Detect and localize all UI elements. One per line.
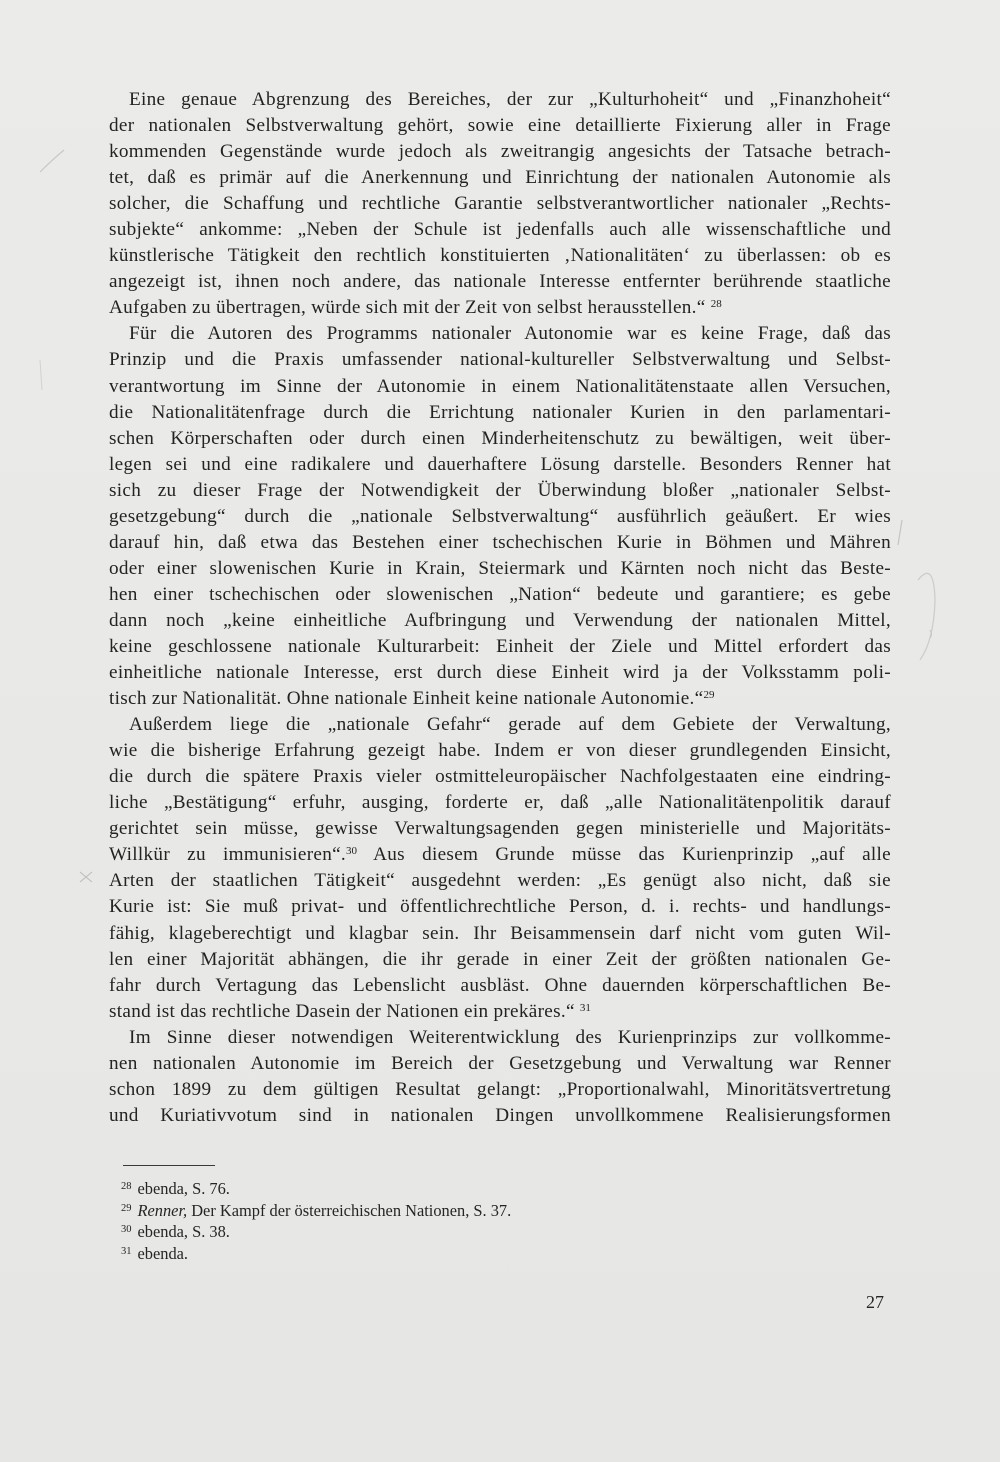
pencil-stroke <box>40 360 42 390</box>
footnote-reference[interactable]: 30 <box>346 845 358 858</box>
text-line: Eine genaue Abgrenzung des Bereiches, der zur „Kulturhoheit“ und „Finanzhoheit“ <box>129 89 891 110</box>
text-line: wie die bisherige Erfahrung gezeigt habe. Indem er von dieser grundlegenden Einsicht, <box>109 740 891 762</box>
text-line: kommenden Gegenstände wurde jedoch als zweitrangig angesichts der Tatsache betrach- <box>109 141 891 163</box>
text-line: Kurie ist: Sie muß privat- und öffentlichrechtliche Person, d. i. rechts- und handlungs- <box>109 896 891 918</box>
footnote-author: Renner, <box>137 1200 188 1220</box>
paragraph-1 <box>109 87 891 321</box>
text-line: einheitliche nationale Interesse, erst durch diese Einheit wird ja der Volksstamm poli- <box>109 662 891 684</box>
pencil-stroke <box>930 630 932 638</box>
footnotes <box>121 1178 821 1264</box>
text-line: fahr durch Vertagung das Lebenslicht ausbläst. Ohne dauernden körperschaftlichen Be- <box>109 974 891 996</box>
page-number: 27 <box>866 1292 884 1312</box>
text-line <box>109 295 891 321</box>
pencil-cross-mark <box>80 872 92 882</box>
footnote-separator <box>123 1165 215 1166</box>
text-line-continuation: Aus diesem Grunde müsse das Kurienprinzip „auf alle <box>373 844 891 866</box>
text-line: schon 1899 zu dem gültigen Resultat gelangt: „Proportionalwahl, Minoritätsvertretung <box>109 1078 891 1100</box>
footnote-number: 31 <box>121 1245 132 1257</box>
footnote-28 <box>121 1178 821 1200</box>
text-line-content: stand ist das rechtliche Dasein der Nationen ein prekäres.“ <box>109 1000 575 1022</box>
text-line: Im Sinne dieser notwendigen Weiterentwicklung des Kurienprinzips zur vollkomme- <box>129 1026 891 1048</box>
footnote-text: ebenda. <box>137 1243 189 1263</box>
text-line: und Kuriativvotum sind in nationalen Dingen unvollkommene Realisierungsformen <box>109 1104 891 1126</box>
text-line: keine geschlossene nationale Kulturarbeit: Einheit der Ziele und Mittel erfordert das <box>109 635 891 657</box>
paragraph-3 <box>109 712 891 1025</box>
text-line: liche „Bestätigung“ erfuhr, ausging, forderte er, daß „alle Nationalitätenpolitik darauf <box>109 792 891 814</box>
text-line: fähig, klageberechtigt und klagbar sein. Ihr Beisammensein darf nicht vom guten Wil- <box>109 922 891 944</box>
text-line: verantwortung im Sinne der Autonomie in einem Nationalitätenstaate allen Versuchen, <box>109 375 891 397</box>
text-line: gesetzgebung“ durch die „nationale Selbstverwaltung“ ausführlich geäußert. Er wies <box>109 505 891 527</box>
text-line: angezeigt ist, ihnen noch andere, das nationale Interesse entfernter berührende staatliche <box>109 271 891 293</box>
text-line: Für die Autoren des Programms nationaler Autonomie war es keine Frage, daß das <box>129 323 891 345</box>
footnote-reference[interactable]: 31 <box>579 1001 591 1014</box>
text-line: künstlerische Tätigkeit den rechtlich konstituierten ‚Nationalitäten‘ zu überlassen: ob es <box>109 245 891 267</box>
footnote-31 <box>121 1243 821 1265</box>
pencil-stroke <box>40 150 64 172</box>
text-line: der nationalen Selbstverwaltung gehört, sowie eine detaillierte Fixierung aller in Frage <box>109 115 891 137</box>
text-line <box>109 686 891 712</box>
text-line: solcher, die Schaffung und rechtliche Garantie selbstverantwortlicher nationaler „Rechts- <box>109 193 891 215</box>
text-line <box>109 999 891 1025</box>
text-line: subjekte“ ankomme: „Neben der Schule ist jedenfalls auch alle wissenschaftliche und <box>109 219 891 241</box>
text-line <box>109 842 891 868</box>
text-line: Prinzip und die Praxis umfassender national-kultureller Selbstverwaltung und Selbst- <box>109 349 891 371</box>
paragraph-4 <box>109 1025 891 1129</box>
text-line: nen nationalen Autonomie im Bereich der Gesetzgebung und Verwaltung war Renner <box>109 1052 891 1074</box>
text-line: legen sei und eine radikalere und dauerhaftere Lösung darstelle. Besonders Renner hat <box>109 453 891 475</box>
text-line: hen einer tschechischen oder slowenischen „Nation“ bedeute und garantiere; es gebe <box>109 583 891 605</box>
paragraph-2 <box>109 321 891 712</box>
text-line: gerichtet sein müsse, gewisse Verwaltungsagenden gegen ministerielle und Majoritäts- <box>109 818 891 840</box>
pencil-stroke <box>918 573 935 660</box>
text-line: dann noch „keine einheitliche Aufbringung und Verwendung der nationalen Mittel, <box>109 609 891 631</box>
footnote-number: 30 <box>121 1224 132 1235</box>
text-line: die Nationalitätenfrage durch die Errichtung nationaler Kurien in den parlamentari- <box>109 401 891 423</box>
text-line: len einer Majorität abhängen, die ihr gerade in einer Zeit der größten nationalen Ge- <box>109 948 891 970</box>
footnote-text: Der Kampf der österreichischen Nationen, S. 37. <box>187 1200 512 1220</box>
footnote-reference[interactable]: 28 <box>710 298 722 311</box>
text-line: schen Körperschaften oder durch einen Minderheitenschutz zu bewältigen, weit über- <box>109 427 891 449</box>
text-line: die durch die spätere Praxis vieler ostmitteleuropäischer Nachfolgestaaten eine eindring- <box>109 766 891 788</box>
text-line: Arten der staatlichen Tätigkeit“ ausgedehnt werden: „Es genügt also nicht, daß sie <box>109 870 891 892</box>
text-line-content: Aufgaben zu übertragen, würde sich mit der Zeit von selbst herausstellen.“ <box>109 297 706 319</box>
main-text <box>109 87 891 1129</box>
text-line: sich zu dieser Frage der Notwendigkeit der Überwindung bloßer „nationaler Selbst- <box>109 479 891 501</box>
text-line-content: tisch zur Nationalität. Ohne nationale Einheit keine nationale Autonomie.“ <box>109 688 704 710</box>
footnote-29 <box>121 1200 821 1222</box>
text-line: tet, daß es primär auf die Anerkennung und Einrichtung der nationalen Autonomie als <box>109 167 891 189</box>
footnote-number: 28 <box>121 1181 132 1192</box>
footnote-text: ebenda, S. 76. <box>137 1179 230 1198</box>
footnote-text: ebenda, S. 38. <box>137 1222 230 1241</box>
footnote-30 <box>121 1221 821 1243</box>
footnote-number: 29 <box>121 1202 132 1214</box>
text-line: oder einer slowenischen Kurie in Krain, Steiermark und Kärnten noch nicht das Beste- <box>109 557 891 579</box>
footnote-reference[interactable]: 29 <box>703 689 715 702</box>
text-line: darauf hin, daß etwa das Bestehen einer tschechischen Kurie in Böhmen und Mähren <box>109 531 891 553</box>
pencil-stroke <box>898 520 902 545</box>
text-line: Außerdem liege die „nationale Gefahr“ gerade auf dem Gebiete der Verwaltung, <box>129 714 891 736</box>
text-line-content: Willkür zu immunisieren“. <box>109 844 347 866</box>
